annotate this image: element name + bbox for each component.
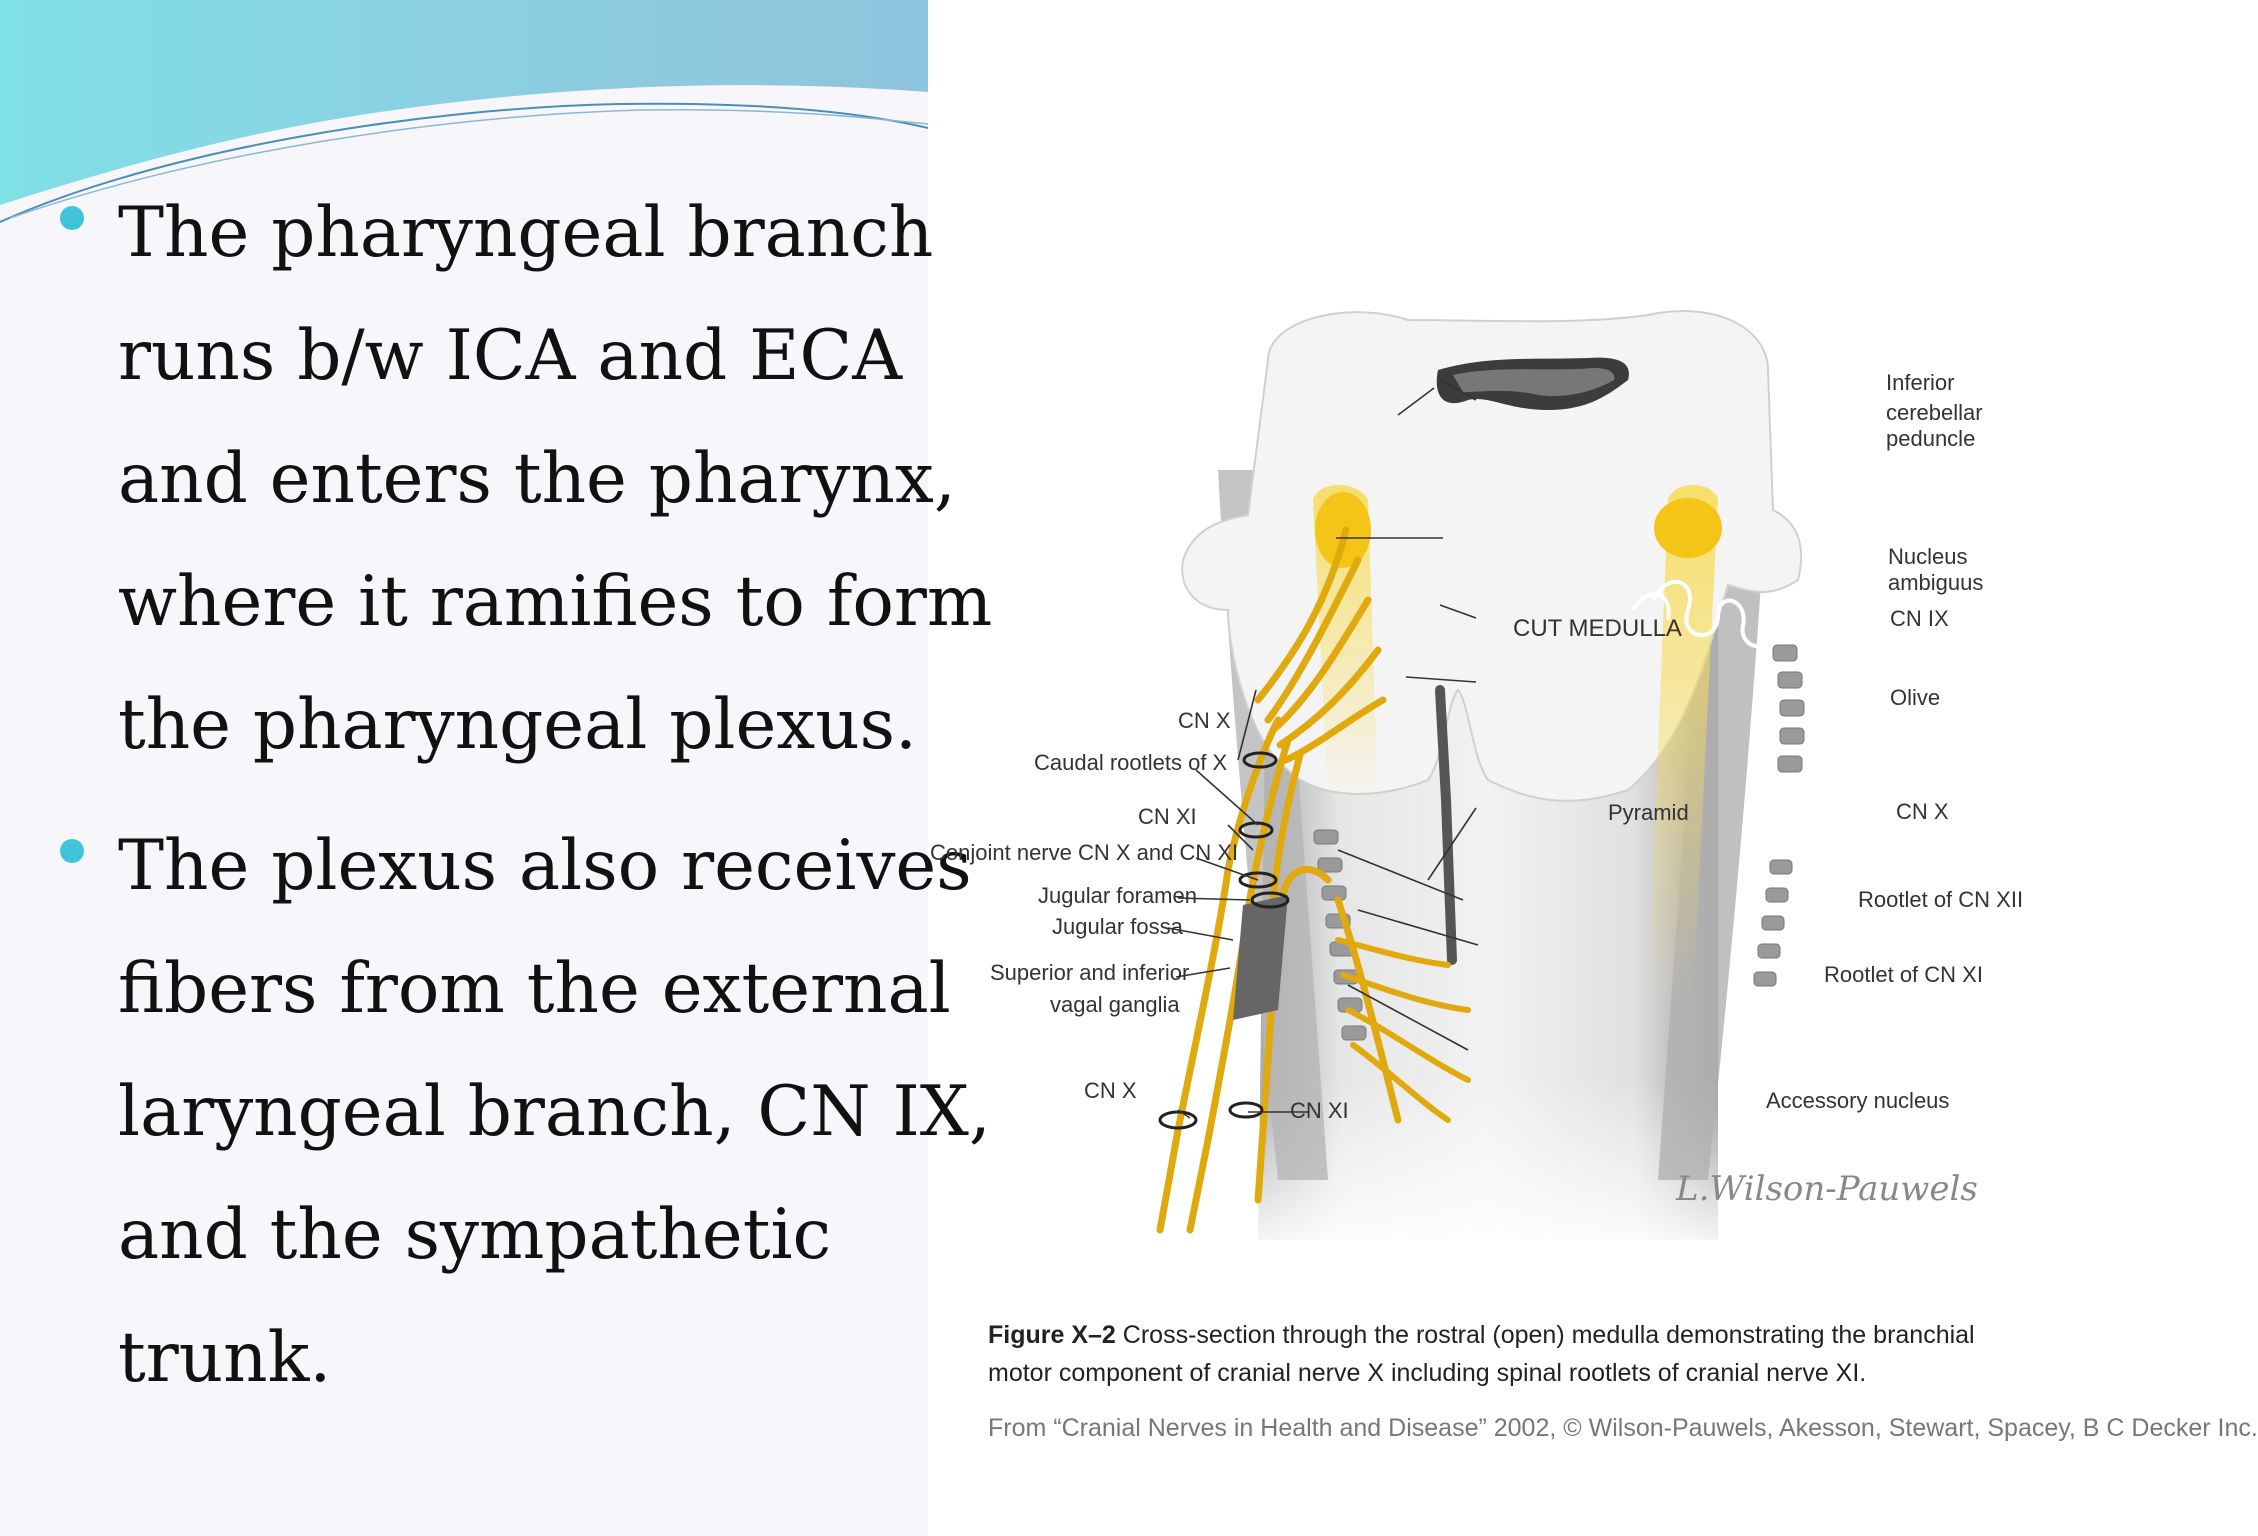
artist-signature: L.Wilson-Pauwels <box>1676 1169 1978 1209</box>
figure-area <box>928 0 2258 1536</box>
label-jugular-fossa: Jugular fossa <box>1052 914 1183 939</box>
bullet-item <box>58 805 991 1420</box>
label-cn-xi-bottom: CN XI <box>1290 1098 1349 1123</box>
label-jugular-foramen: Jugular foramen <box>1038 883 1197 908</box>
bullet-item <box>58 172 993 787</box>
label-cut-medulla: CUT MEDULLA <box>1513 615 1682 642</box>
figure-caption-text: Cross-section through the rostral (open) medulla demonstrating the branchial motor component of cranial nerve X including spinal rootlets of cranial nerve XI. <box>988 1321 1975 1387</box>
label-rootlet-cn-xi: Rootlet of CN XI <box>1824 962 1983 987</box>
bullet-text-line: where it ramifies to form <box>118 562 993 642</box>
bullet-text-line: fibers from the external <box>118 949 951 1029</box>
bullet-text-line: The plexus also receives <box>118 826 972 906</box>
label-cn-x-top: CN X <box>1178 708 1231 733</box>
bullet-text-line: laryngeal branch, CN IX, <box>118 1072 991 1152</box>
right-labels <box>928 0 2048 1300</box>
label-pyramid: Pyramid <box>1608 800 1689 825</box>
text-panel <box>0 0 993 1536</box>
label-cerebellar-peduncle: cerebellar peduncle <box>1886 400 1983 451</box>
label-cn-ix: CN IX <box>1890 606 1949 631</box>
bullet-text-line: The pharyngeal branch <box>118 193 934 273</box>
figure-number: Figure X–2 <box>988 1321 1116 1349</box>
bullet-text-line: runs b/w ICA and ECA <box>118 316 903 396</box>
label-nucleus-ambiguus: Nucleus ambiguus <box>1888 544 1984 595</box>
label-conjoint-nerve: Conjoint nerve CN X and CN XI <box>930 840 1239 865</box>
figure-caption <box>988 1316 2028 1392</box>
label-vagal-ganglia: vagal ganglia <box>1050 992 1180 1017</box>
label-caudal-rootlets: Caudal rootlets of X <box>1034 750 1228 775</box>
label-inferior: Inferior <box>1886 370 1955 395</box>
bullet-text-line: the pharyngeal plexus. <box>118 685 917 765</box>
label-accessory-nucleus: Accessory nucleus <box>1766 1088 1950 1113</box>
bullet-text-line: and enters the pharynx, <box>118 439 956 519</box>
label-cn-xi-top: CN XI <box>1138 804 1197 829</box>
label-cn-x-right: CN X <box>1896 799 1949 824</box>
label-superior-inferior: Superior and inferior <box>990 960 1190 985</box>
bullet-dot-icon <box>60 839 84 863</box>
bullet-dot-icon <box>60 206 84 230</box>
bullet-text-line: trunk. <box>118 1318 332 1398</box>
label-rootlet-cn-xii: Rootlet of CN XII <box>1858 887 2024 912</box>
bullet-list <box>58 172 993 1438</box>
bullet-text-line: and the sympathetic <box>118 1195 832 1275</box>
figure-source: From “Cranial Nerves in Health and Disease” 2002, © Wilson-Pauwels, Akesson, Stewart, Spacey, B C Decker Inc. <box>988 1414 2258 1442</box>
label-cn-x-bottom: CN X <box>1084 1078 1137 1103</box>
label-olive: Olive <box>1890 685 1941 710</box>
